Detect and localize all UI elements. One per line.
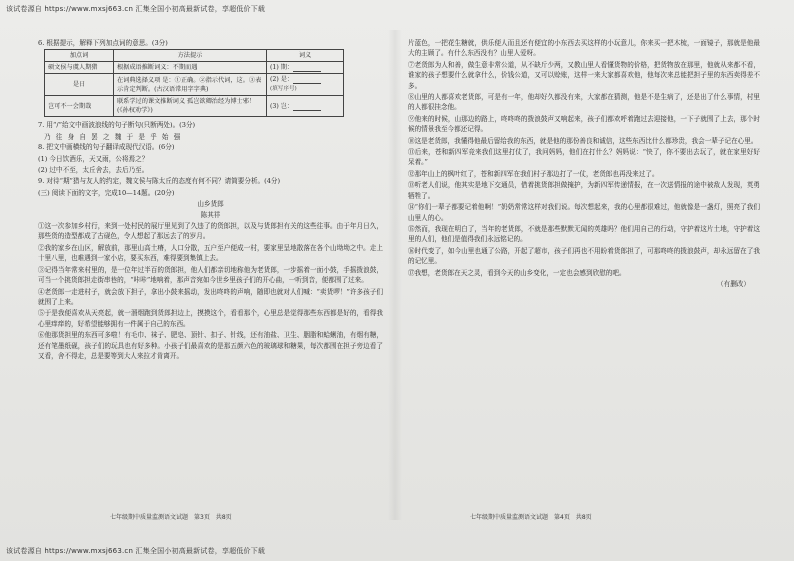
article-title: 山乡货郎 [197,200,224,209]
table-header: 词义 [267,50,344,62]
answer-label: (3) 岂： [270,102,294,110]
paragraph: ⑬听老人们说，他其实是地下交通员，借着挑货郎担做掩护，为新四军传递情报，在一次送情报的途中被敌人发现，英勇牺牲了。 [408,181,760,200]
table-header-row [45,50,344,62]
table-header: 加点词 [45,50,114,62]
paragraph: ④老货郎一走进村子，就会放下担子，拿出小鼓来摇动，发出咚咚的声响，随即也就对人们喊：“卖货啰！”许多孩子们就围了上来。 [38,287,383,306]
article-author: 陈其祥 [200,210,221,219]
answer-label: (2) 是： [270,76,294,84]
paragraph: ⑩这是老货郎，我懂得他最后留给我的东西，就是他的那份善良和诚信，这些东西比什么都珍贵，我会一辈子记在心里。 [408,136,758,145]
bottom-banner: 该试卷源自 https://www.mxsj663.cn 汇集全国小初高最新试卷，享超低价下载 [6,547,266,555]
paragraph: ⑧山里的人都喜欢老货郎，可是有一年，他却好久都没有来，大家都在猜测，他是不是生病了，还是出了什么事情，村里的人都很挂念他。 [408,93,760,112]
question-9: 9. 对待“期”猎与友人的约定，魏文侯与陈太丘的态度有何不同？请简要分析。(4分) [38,177,281,186]
table-cell: 根据成语推断词义：不期而遇 [114,62,267,74]
page-footer-right: 七年级期中质量监测语文试题 第4页 共8页 [470,514,592,521]
answer-cell [267,96,344,117]
paragraph: 片蓝色，一把花生糖就，供乐便人而且还有便宜的小东西去买这样的小玩意儿，你来买一把木梳，一面镜子，那就是他最大的主顾了。有什么东西没有？山里人爱呀。 [408,39,760,58]
paragraph: ⑫那年山上的枫叶红了，苍和新四军在我们村子那边打了一仗，老货郎也再没来过了。 [408,169,659,178]
answer-cell [267,74,344,96]
answer-blank[interactable] [293,103,321,111]
table-cell: 硕文侯与虞人期猎 [45,62,114,74]
table-cell: 是日 [45,74,114,96]
answer-hint: (填写序号) [270,86,297,93]
question-8-2: (2) 过中不至，太丘舍去，去后乃至。 [38,166,149,175]
paragraph: ③记得当年常来村里的，是一位年过半百的货郎担，他人们都亲切地称他为老货郎，一步摇着一面小鼓，手摇拨浪鼓，可当一个挑货郎担走街串巷的，“咔咔”地响着，那声音宛如今世乡里孩子们的开心曲，一听到音，便都围了过来。 [38,265,383,285]
page-footer-left: 七年级期中质量监测语文试题 第3页 共8页 [110,514,232,521]
question-7: 7. 用“/”给文中画波浪线的句子断句(只断两处)。(3分) [38,121,196,130]
table-row [45,96,344,117]
paragraph: ⑮然而，我现在明白了，当年的老货郎，不就是那些默默无闻的英雄吗？他们用自己的行动，守护着这片土地，守护着这里的人们，他们是值得我们永远铭记的。 [408,224,760,244]
paragraph: ②我的家乡在山区，解放前，那里山高土瘠，人口分散，五户至户便成一村，要家里呈地散落在各个山坳坳之中。走上十里八里，也难遇到一家小店，要买东西，难得要到集镇上去。 [38,243,383,263]
section-3-heading: (三) 阅读下面的文字，完成10—14题。(20分) [38,188,175,197]
question-8: 8. 把文中画横线的句子翻译成现代汉语。(6分) [38,143,175,152]
question-8-1: (1) 今日饮酒乐，天又雨，公将焉之？ [38,154,149,163]
top-banner: 该试卷源自 https://www.mxsj663.cn 汇集全国小初高最新试卷，享超低价下载 [6,5,266,13]
answer-blank[interactable] [293,76,321,84]
method-table [44,49,344,117]
paragraph: ⑨他来的时候，山那边的路上，咚咚咚的拨浪鼓声又响起来，孩子们都欢呼着跑过去迎接他，一下子就围了上去，那个时候的情景我至今都还记得。 [408,114,760,134]
answer-cell [267,62,344,74]
right-column [408,38,760,289]
paragraph: ⑥他那货担里的东西可多啦！有毛巾、袜子、肥皂、顶针、扣子、针线，还有油盐、卫生、胭脂和蛤蜊油，有烟有糖，还有笔墨纸砚，孩子们的玩具也有好多种。小孩子们最喜欢的是那五颜六色的玻璃球和糖果，每次都围在担子旁边看了又看，舍不得走，总是要等到大人来拉才肯离开。 [38,331,383,360]
table-header: 方法提示 [114,50,267,62]
answer-blank[interactable] [293,64,321,72]
table-cell: 联系学过的课文推断词义 孤岂欲卿治经为博士邪！(《孙权劝学》) [114,96,267,117]
fold-shadow [388,30,402,520]
paragraph: ①这一次参加乡村行，来到一处村民的展厅里见到了久违了的货郎担，以及与货郎担有关的这些往事。由于年月日久，那些货的造型都成了古砚色，令人想起了那远去了的岁月。 [38,222,383,241]
table-cell: 岂可不一会期哉 [45,96,114,117]
paragraph: ⑦老货郎为人和善，做生意非常公道，从不缺斤少两，又教山里人看懂货物的价格，把货物放在那里，他就从来都不看，谁家的孩子想要什么就拿什么，价钱公道，又可以赊账，这样一来大家都喜欢他，他每次来总能把担子里的东西卖得差不多。 [408,60,760,90]
paragraph: ⑭“你们一辈子都要记着他啊！”奶奶常常这样对我们说。每次想起来，我的心里都很难过，他就像是一盏灯，照亮了我们山里人的心。 [408,203,760,222]
answer-label: (1) 期： [270,64,294,72]
source-note: （有删改） [717,279,750,288]
table-row [45,62,344,74]
table-cell: 在词典选择义项 是：①正确。②指示代词，这。③表示肯定判断。(古汉语常用字字典) [114,74,267,96]
paragraph: ⑰我想，老货郎在天之灵，看到今天的山乡变化，一定也会感到欣慰的吧。 [408,268,626,277]
question-6: 6. 根据提示，解释下列加点词的意思。(3分) [38,39,168,47]
paragraph: ⑯时代变了，如今山里也通了公路，开起了超市，孩子们再也不用盼着货郎担了，可那咚咚的拨浪鼓声，却永远留在了我的记忆里。 [408,246,760,266]
table-row [45,74,344,96]
paragraph: ⑤于是我便喜欢从天亮起，就一溜烟跑到货郎担边上，摸摸这个，看看那个，心里总是觉得那些东西都是好的，看得我心里痒痒的，好希望能够拥有一件属于自己的东西。 [38,309,383,328]
question-7-sentence: 乃往身自罢之魏于是乎始强 [44,132,186,141]
paragraph: ⑪后来，苍和新四军竞来我们这里打仗了，我问妈妈，他们在打什么？妈妈说：“快了，你不要出去玩了，就在家里好好呆着。” [408,148,760,167]
left-column [38,38,383,362]
